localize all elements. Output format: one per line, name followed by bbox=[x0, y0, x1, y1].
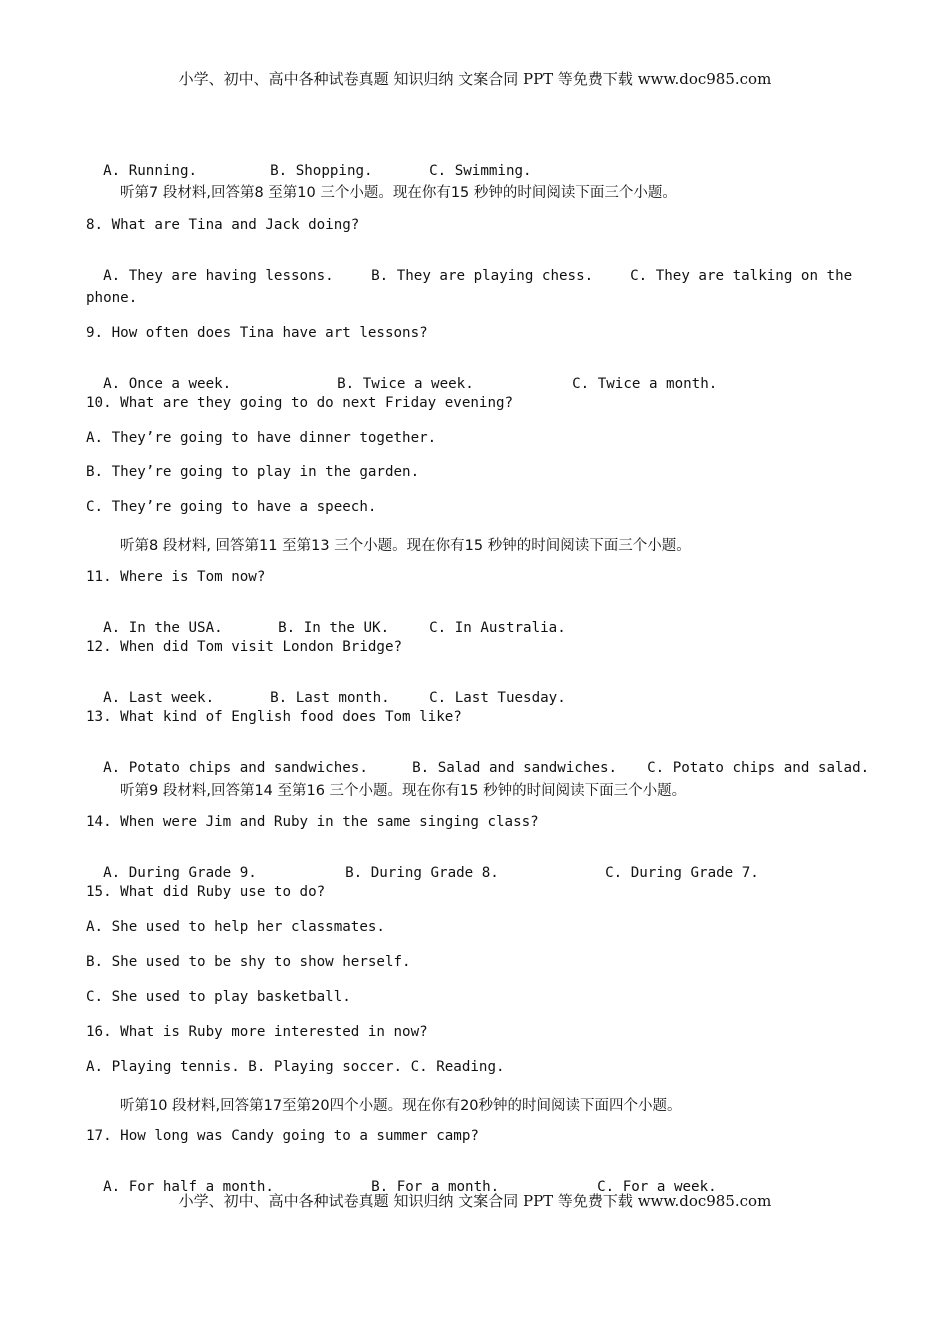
q8-option-a: A. They are having lessons. bbox=[103, 268, 334, 284]
q15-option-c: C. She used to play basketball. bbox=[86, 989, 351, 1005]
q7-option-a: A. Running. bbox=[103, 163, 198, 179]
q13-option-b: B. Salad and sandwiches. bbox=[412, 760, 618, 776]
q12-options bbox=[86, 674, 566, 706]
q11-options bbox=[86, 604, 566, 636]
q13-question: 13. What kind of English food does Tom like? bbox=[86, 709, 462, 725]
page-header: 小学、初中、高中各种试卷真题 知识归纳 文案合同 PPT 等免费下载 www.doc985.com bbox=[178, 70, 772, 88]
q15-option-a: A. She used to help her classmates. bbox=[86, 919, 385, 935]
section8-intro: 听第8 段材料, 回答第11 至第13 三个小题。现在你有15 秒钟的时间阅读下面三个小题。 bbox=[120, 538, 691, 554]
q17-option-b: B. For a month. bbox=[371, 1179, 500, 1195]
q17-question: 17. How long was Candy going to a summer camp? bbox=[86, 1128, 479, 1144]
q16-options: A. Playing tennis. B. Playing soccer. C. Reading. bbox=[86, 1059, 505, 1075]
q12-option-c: C. Last Tuesday. bbox=[429, 690, 566, 706]
page-footer: 小学、初中、高中各种试卷真题 知识归纳 文案合同 PPT 等免费下载 www.doc985.com bbox=[178, 1192, 772, 1210]
q10-option-b: B. They’re going to play in the garden. bbox=[86, 464, 420, 480]
q11-option-c: C. In Australia. bbox=[429, 620, 566, 636]
q11-option-b: B. In the UK. bbox=[278, 620, 390, 636]
section7-intro: 听第7 段材料,回答第8 至第10 三个小题。现在你有15 秒钟的时间阅读下面三个小题。 bbox=[120, 185, 677, 201]
q10-option-c: C. They’re going to have a speech. bbox=[86, 499, 377, 515]
q13-options bbox=[86, 744, 869, 776]
q10-question: 10. What are they going to do next Friday evening? bbox=[86, 395, 514, 411]
q10-option-a: A. They’re going to have dinner together. bbox=[86, 430, 437, 446]
q14-option-c: C. During Grade 7. bbox=[605, 865, 759, 881]
q14-question: 14. When were Jim and Ruby in the same singing class? bbox=[86, 814, 539, 830]
q8-option-c-wrap: phone. bbox=[86, 290, 138, 306]
q7-options bbox=[86, 147, 532, 179]
q9-option-a: A. Once a week. bbox=[103, 376, 232, 392]
q11-question: 11. Where is Tom now? bbox=[86, 569, 266, 585]
section9-intro: 听第9 段材料,回答第14 至第16 三个小题。现在你有15 秒钟的时间阅读下面三个小题。 bbox=[120, 783, 687, 799]
q12-option-a: A. Last week. bbox=[103, 690, 215, 706]
q12-option-b: B. Last month. bbox=[270, 690, 390, 706]
section10-intro: 听第10 段材料,回答第17至第20四个小题。现在你有20秒钟的时间阅读下面四个小题。 bbox=[120, 1098, 682, 1114]
q9-options bbox=[86, 360, 717, 392]
q8-option-b: B. They are playing chess. bbox=[371, 268, 594, 284]
q12-question: 12. When did Tom visit London Bridge? bbox=[86, 639, 403, 655]
q17-option-a: A. For half a month. bbox=[103, 1179, 274, 1195]
q7-option-b: B. Shopping. bbox=[270, 163, 373, 179]
q7-option-c: C. Swimming. bbox=[429, 163, 532, 179]
q13-option-a: A. Potato chips and sandwiches. bbox=[103, 760, 368, 776]
q16-question: 16. What is Ruby more interested in now? bbox=[86, 1024, 428, 1040]
q15-question: 15. What did Ruby use to do? bbox=[86, 884, 326, 900]
q9-option-b: B. Twice a week. bbox=[337, 376, 474, 392]
q17-option-c: C. For a week. bbox=[597, 1179, 717, 1195]
q15-option-b: B. She used to be shy to show herself. bbox=[86, 954, 411, 970]
q14-options bbox=[86, 849, 759, 881]
q9-option-c: C. Twice a month. bbox=[572, 376, 718, 392]
q14-option-b: B. During Grade 8. bbox=[345, 865, 499, 881]
q8-option-c: C. They are talking on the bbox=[630, 268, 853, 284]
q11-option-a: A. In the USA. bbox=[103, 620, 223, 636]
q9-question: 9. How often does Tina have art lessons? bbox=[86, 325, 428, 341]
q8-options bbox=[86, 252, 852, 284]
q14-option-a: A. During Grade 9. bbox=[103, 865, 257, 881]
q8-question: 8. What are Tina and Jack doing? bbox=[86, 217, 360, 233]
q13-option-c: C. Potato chips and salad. bbox=[647, 760, 870, 776]
